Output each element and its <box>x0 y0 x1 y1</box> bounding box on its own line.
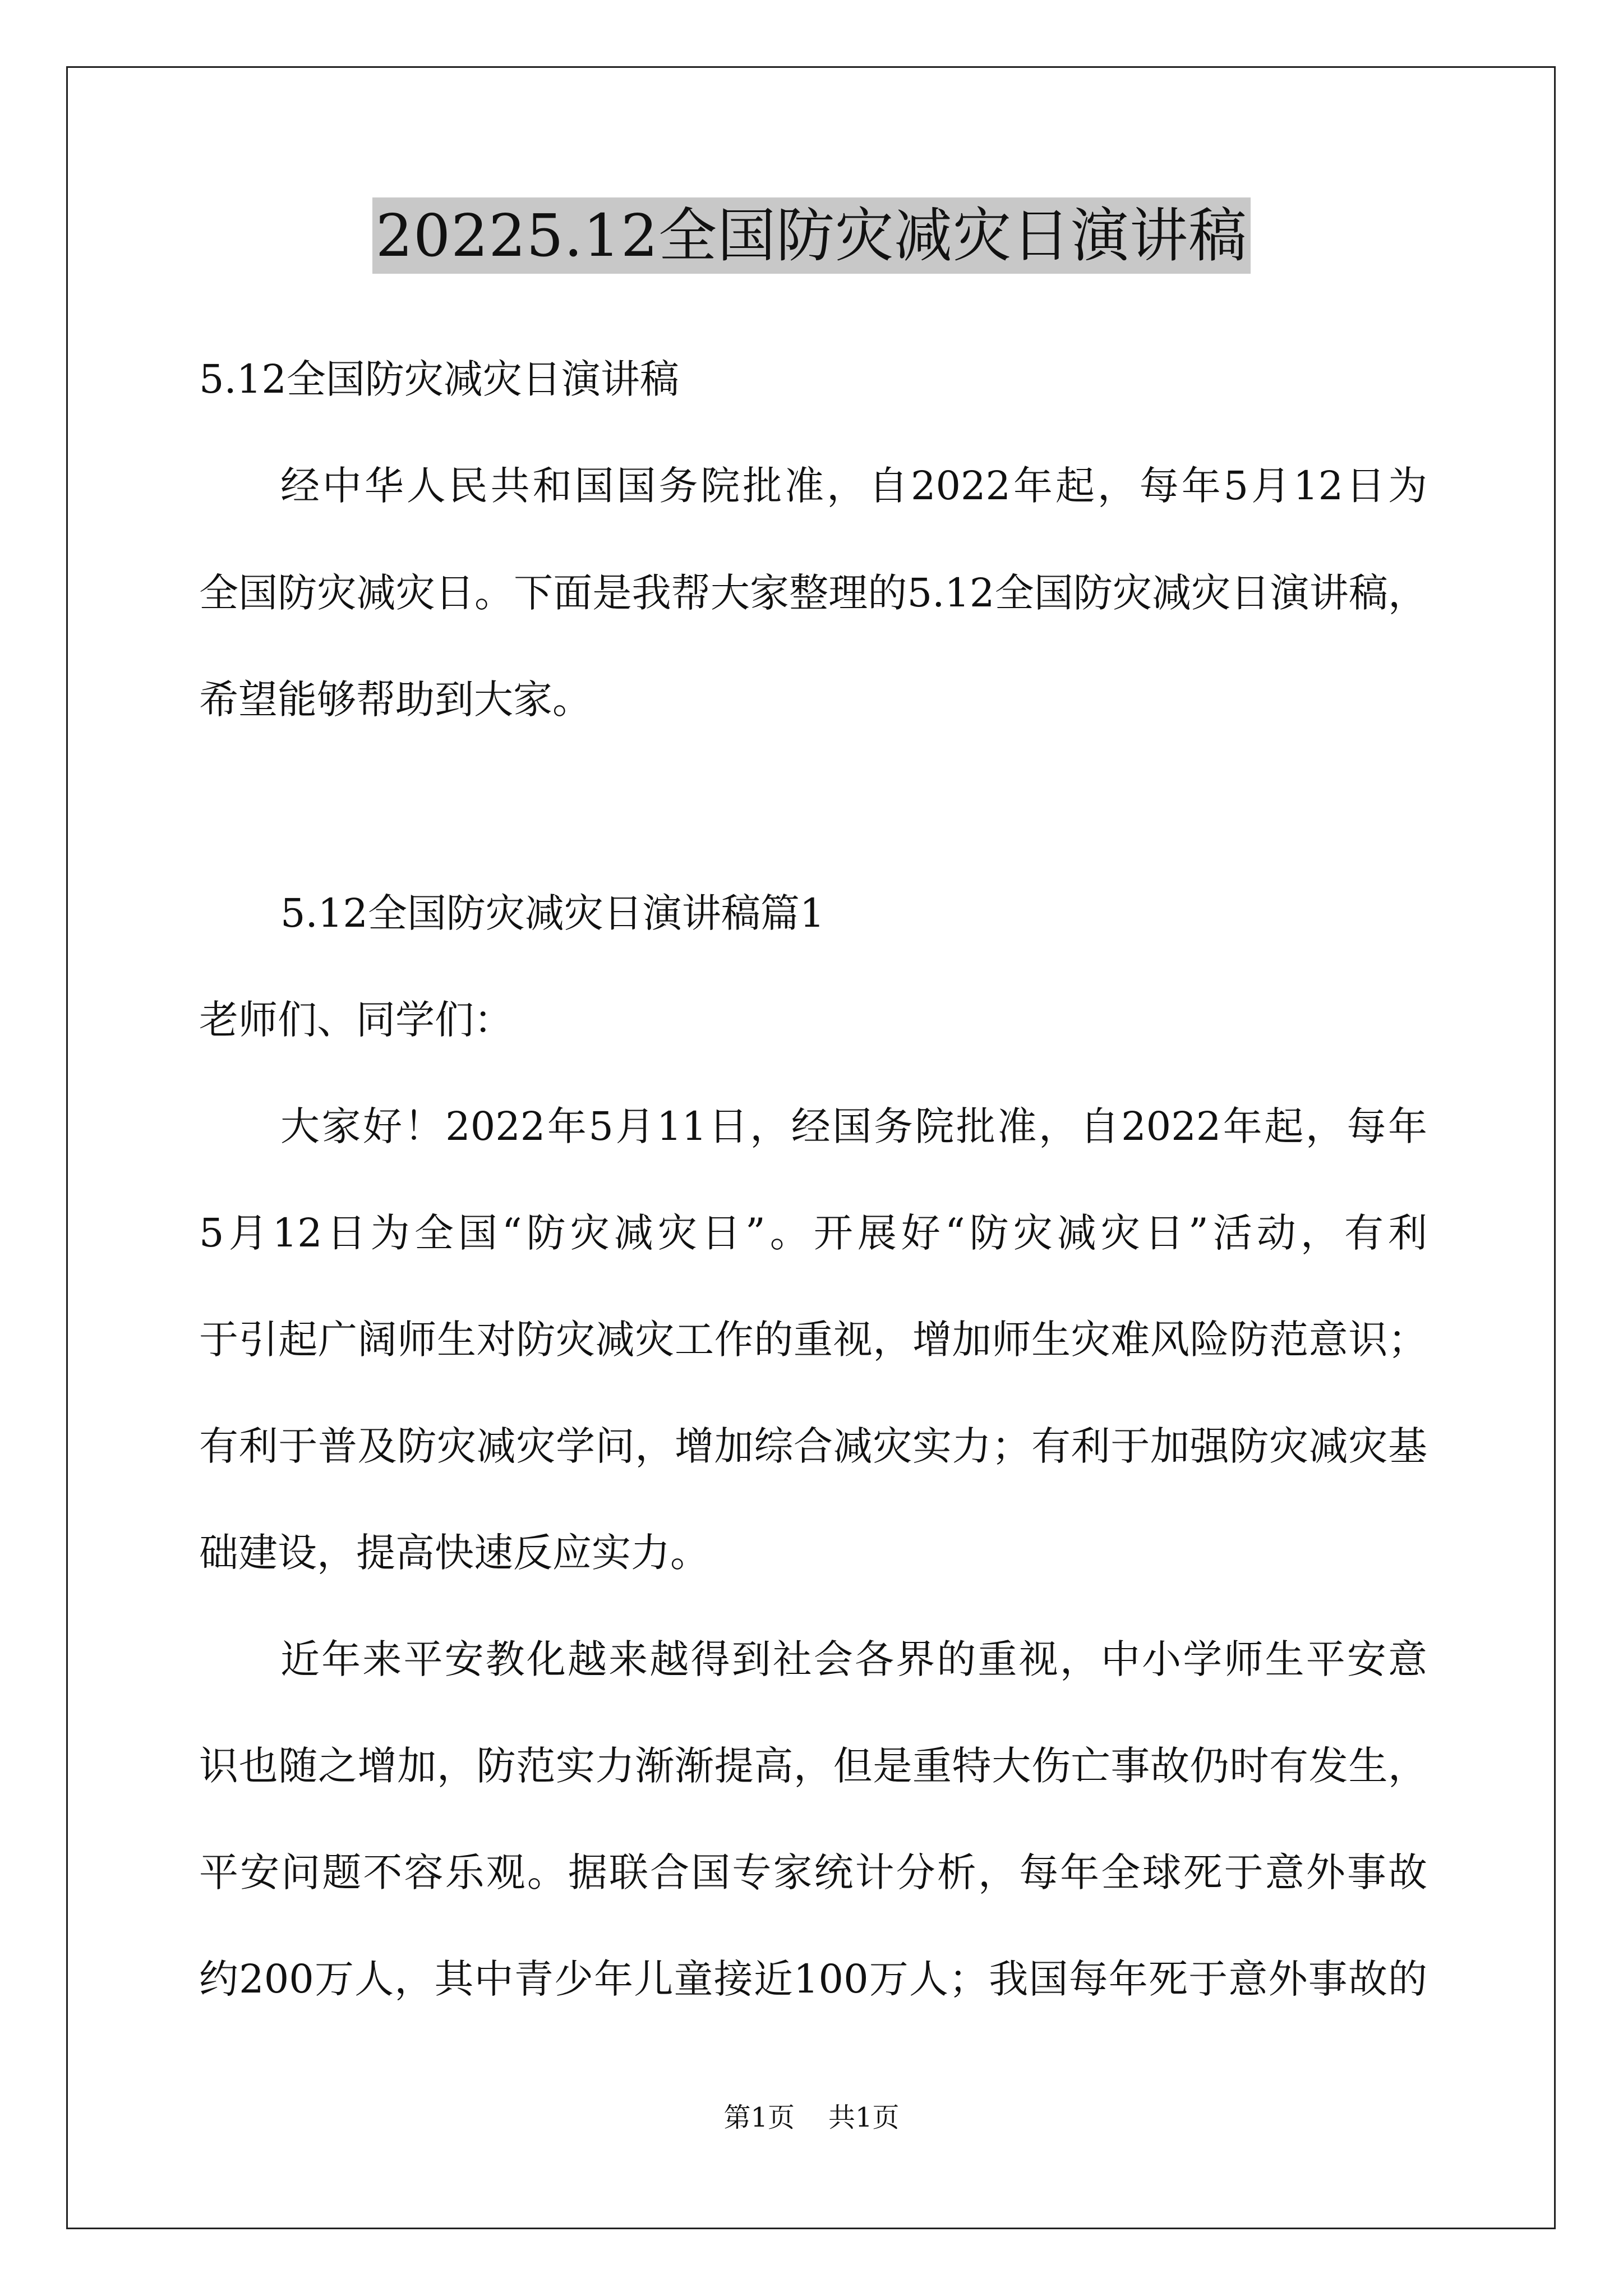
page-total: 共1页 <box>828 2102 900 2133</box>
paragraph2-line-2: 识也随之增加，防范实力渐渐提高，但是重特大伤亡事故仍时有发生， <box>199 1743 1427 1789</box>
intro-line-1: 经中华人民共和国国务院批准，自2022年起，每年5月12日为 <box>280 463 1427 509</box>
intro-line-2: 全国防灾减灾日。下面是我帮大家整理的5.12全国防灾减灾日演讲稿， <box>199 570 1427 616</box>
document-title: 20225.12全国防灾减灾日演讲稿 <box>372 197 1251 274</box>
intro-line-3: 希望能够帮助到大家。 <box>199 677 592 723</box>
salutation-line: 老师们、同学们： <box>199 997 513 1043</box>
page-footer <box>0 2101 1623 2134</box>
paragraph2-line-3: 平安问题不容乐观。据联合国专家统计分析，每年全球死于意外事故 <box>199 1849 1427 1895</box>
section-heading: 5.12全国防灾减灾日演讲稿篇1 <box>280 890 825 936</box>
paragraph1-line-3: 于引起广阔师生对防灾减灾工作的重视，增加师生灾难风险防范意识； <box>199 1317 1427 1363</box>
paragraph2-line-4: 约200万人，其中青少年儿童接近100万人；我国每年死于意外事故的 <box>199 1956 1427 2002</box>
paragraph1-line-5: 础建设，提高快速反应实力。 <box>199 1530 709 1576</box>
paragraph1-line-1: 大家好！2022年5月11日，经国务院批准，自2022年起，每年 <box>280 1103 1427 1149</box>
subtitle-line: 5.12全国防灾减灾日演讲稿 <box>199 356 679 402</box>
paragraph1-line-4: 有利于普及防灾减灾学问，增加综合减灾实力；有利于加强防灾减灾基 <box>199 1423 1427 1469</box>
page-number: 第1页 <box>723 2102 795 2133</box>
paragraph2-line-1: 近年来平安教化越来越得到社会各界的重视，中小学师生平安意 <box>280 1636 1427 1682</box>
title-container <box>0 197 1623 274</box>
paragraph1-line-2: 5月12日为全国“防灾减灾日”。开展好“防灾减灾日”活动，有利 <box>199 1210 1427 1256</box>
